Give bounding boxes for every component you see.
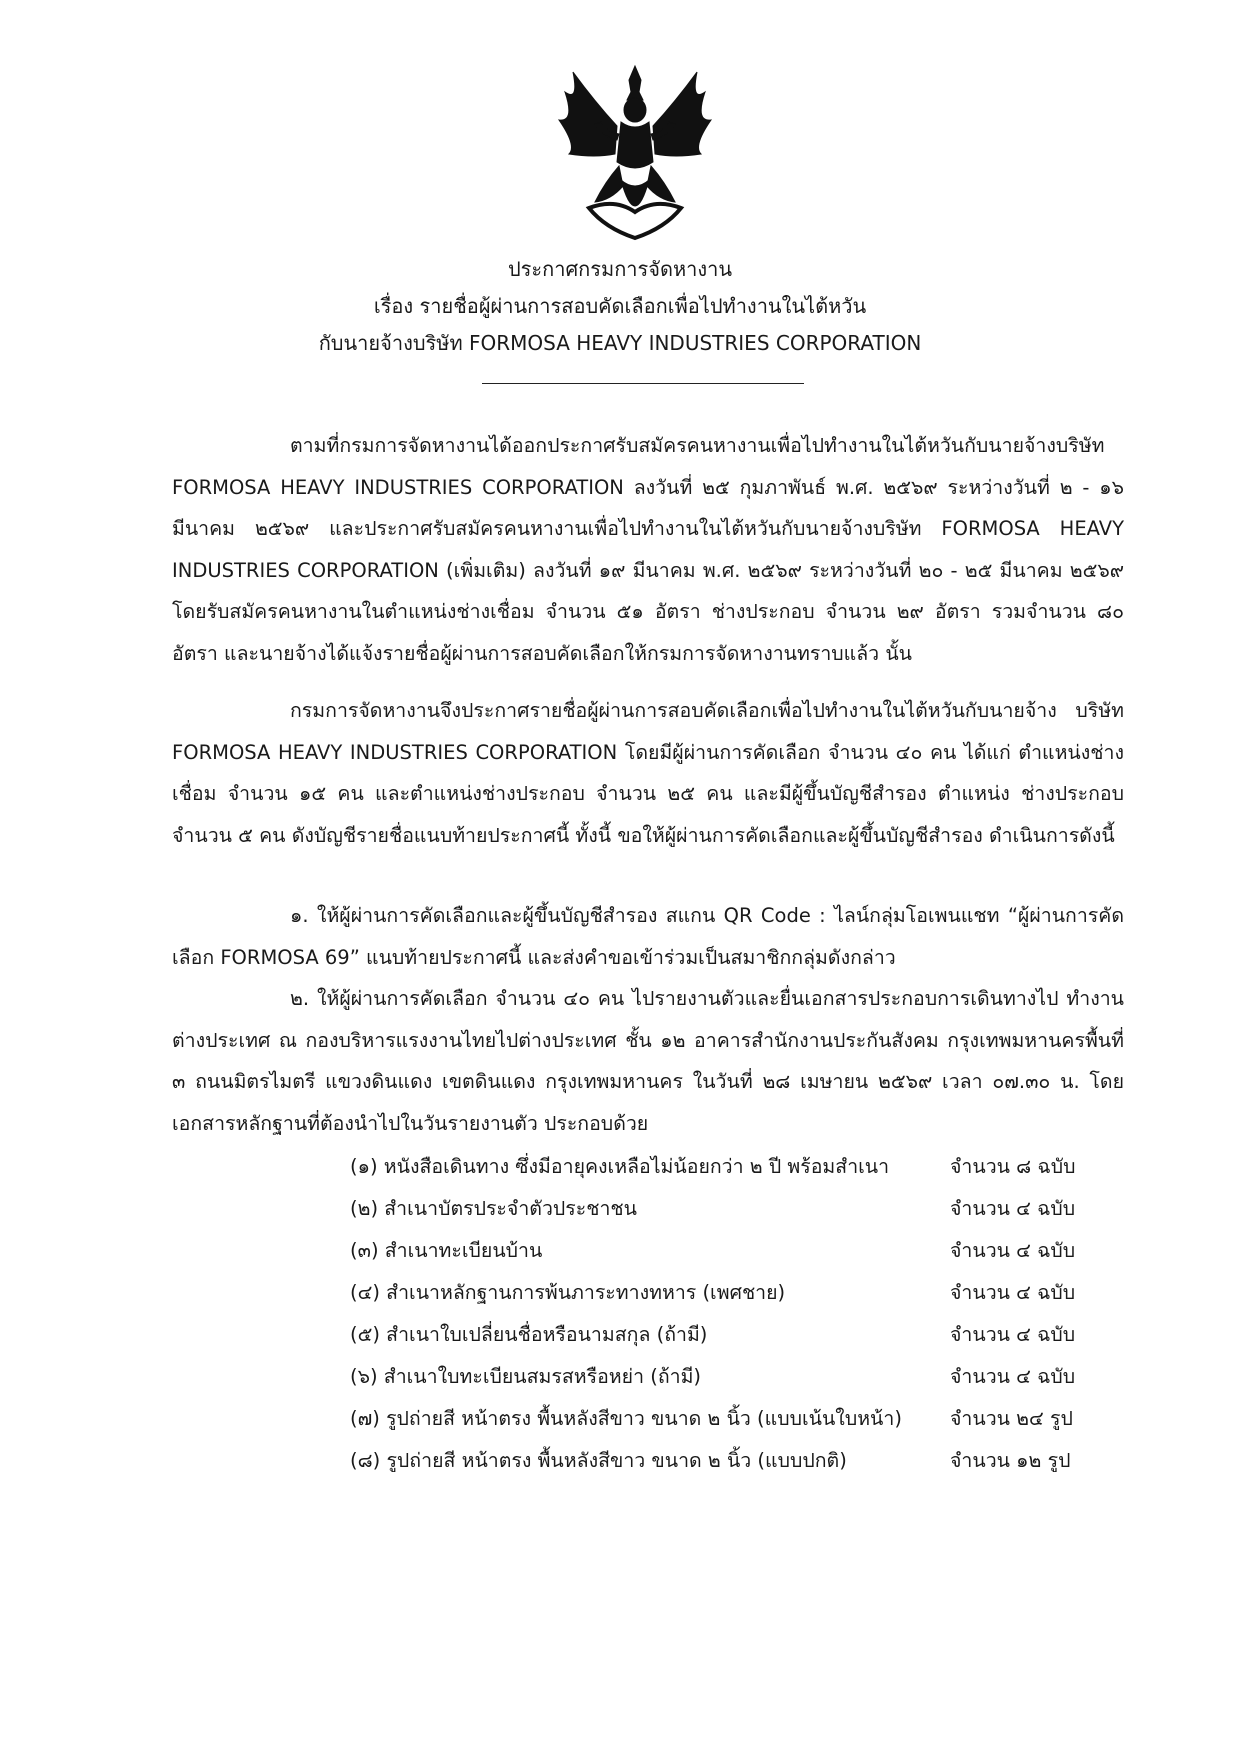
paragraph-item-1-text: ๑. ให้ผู้ผ่านการคัดเลือกและผู้ขึ้นบัญชีสำรอง สแกน QR Code : ไลน์กลุ่มโอเพนแชท “ผู้ผ่านการคัดเลือก FORMOSA 69” แนบท้ายประกาศนี้ และส่งคำขอเข้าร่วมเป็นสมาชิกกลุ่มดังกล่าว bbox=[172, 904, 1124, 969]
paragraph-announcement bbox=[172, 690, 1124, 856]
list-item bbox=[350, 1314, 1090, 1356]
document-quantity: จำนวน ๔ ฉบับ bbox=[950, 1281, 1076, 1304]
required-documents-list bbox=[350, 1146, 1090, 1482]
document-quantity: จำนวน ๑๒ รูป bbox=[950, 1449, 1071, 1472]
announcement-subject-employer: กับนายจ้างบริษัท FORMOSA HEAVY INDUSTRIES CORPORATION bbox=[318, 331, 922, 355]
list-item bbox=[350, 1230, 1090, 1272]
announcement-title: ประกาศกรมการจัดหางาน bbox=[507, 257, 733, 281]
header-divider bbox=[482, 383, 804, 384]
document-name: (๖) สำเนาใบทะเบียนสมรสหรือหย่า (ถ้ามี) bbox=[350, 1365, 702, 1388]
list-item bbox=[350, 1272, 1090, 1314]
document-name: (๓) สำเนาทะเบียนบ้าน bbox=[350, 1239, 543, 1262]
paragraph-background-text: ตามที่กรมการจัดหางานได้ออกประกาศรับสมัครคนหางานเพื่อไปทำงานในไต้หวันกับนายจ้างบริษัท FORMOSA HEAVY INDUSTRIES CORPORATION ลงวันที่ ๒๕ กุมภาพันธ์ พ.ศ. ๒๕๖๙ ระหว่างวันที่ ๒ - ๑๖ มีนาคม ๒๕๖๙ และประกาศรับสมัครคนหางานเพื่อไปทำงานในไต้หวันกับนายจ้างบริษัท FORMOSA HEAVY INDUSTRIES CORPORATION (เพิ่มเติม) ลงวันที่ ๑๙ มีนาคม พ.ศ. ๒๕๖๙ ระหว่างวันที่ ๒๐ - ๒๕ มีนาคม ๒๕๖๙ โดยรับสมัครคนหางานในตำแหน่งช่างเชื่อม จำนวน ๕๑ อัตรา ช่างประกอบ จำนวน ๒๙ อัตรา รวมจำนวน ๘๐ อัตรา และนายจ้างได้แจ้งรายชื่อผู้ผ่านการสอบคัดเลือกให้กรมการจัดหางานทราบแล้ว นั้น bbox=[172, 434, 1124, 665]
document-quantity: จำนวน ๔ ฉบับ bbox=[950, 1239, 1076, 1262]
document-quantity: จำนวน ๒๔ รูป bbox=[950, 1407, 1073, 1430]
paragraph-announcement-text: กรมการจัดหางานจึงประกาศรายชื่อผู้ผ่านการสอบคัดเลือกเพื่อไปทำงานในไต้หวันกับนายจ้าง บริษัท FORMOSA HEAVY INDUSTRIES CORPORATION โดยมีผู้ผ่านการคัดเลือก จำนวน ๔๐ คน ได้แก่ ตำแหน่งช่างเชื่อม จำนวน ๑๕ คน และตำแหน่งช่างประกอบ จำนวน ๒๕ คน และมีผู้ขึ้นบัญชีสำรอง ตำแหน่ง ช่างประกอบ จำนวน ๕ คน ดังบัญชีรายชื่อแนบท้ายประกาศนี้ ทั้งนี้ ขอให้ผู้ผ่านการคัดเลือกและผู้ขึ้นบัญชีสำรอง ดำเนินการดังนี้ bbox=[172, 699, 1124, 847]
list-item bbox=[350, 1440, 1090, 1482]
document-quantity: จำนวน ๔ ฉบับ bbox=[950, 1323, 1076, 1346]
document-name: (๕) สำเนาใบเปลี่ยนชื่อหรือนามสกุล (ถ้ามี) bbox=[350, 1323, 708, 1346]
list-item bbox=[350, 1398, 1090, 1440]
document-quantity: จำนวน ๔ ฉบับ bbox=[950, 1197, 1076, 1220]
document-quantity: จำนวน ๔ ฉบับ bbox=[950, 1365, 1076, 1388]
document-name: (๑) หนังสือเดินทาง ซึ่งมีอายุคงเหลือไม่น้อยกว่า ๒ ปี พร้อมสำเนา bbox=[350, 1155, 890, 1178]
list-item bbox=[350, 1188, 1090, 1230]
document-name: (๘) รูปถ่ายสี หน้าตรง พื้นหลังสีขาว ขนาด ๒ นิ้ว (แบบปกติ) bbox=[350, 1449, 847, 1472]
paragraph-background bbox=[172, 425, 1124, 674]
list-item bbox=[350, 1146, 1090, 1188]
document-quantity: จำนวน ๘ ฉบับ bbox=[950, 1155, 1076, 1178]
document-name: (๔) สำเนาหลักฐานการพ้นภาระทางทหาร (เพศชาย) bbox=[350, 1281, 786, 1304]
announcement-subject: เรื่อง รายชื่อผู้ผ่านการสอบคัดเลือกเพื่อไปทำงานในไต้หวัน bbox=[373, 294, 867, 318]
list-item bbox=[350, 1356, 1090, 1398]
document-name: (๗) รูปถ่ายสี หน้าตรง พื้นหลังสีขาว ขนาด ๒ นิ้ว (แบบเน้นใบหน้า) bbox=[350, 1407, 902, 1430]
paragraph-item-1 bbox=[172, 895, 1124, 978]
garuda-emblem-icon bbox=[555, 62, 715, 242]
paragraph-item-2 bbox=[172, 978, 1124, 1144]
document-name: (๒) สำเนาบัตรประจำตัวประชาชน bbox=[350, 1197, 637, 1220]
paragraph-item-2-text: ๒. ให้ผู้ผ่านการคัดเลือก จำนวน ๔๐ คน ไปรายงานตัวและยื่นเอกสารประกอบการเดินทางไป ทำงานต่างประเทศ ณ กองบริหารแรงงานไทยไปต่างประเทศ ชั้น ๑๒ อาคารสำนักงานประกันสังคม กรุงเทพมหานครพื้นที่ ๓ ถนนมิตรไมตรี แขวงดินแดง เขตดินแดง กรุงเทพมหานคร ในวันที่ ๒๘ เมษายน ๒๕๖๙ เวลา ๐๗.๓๐ น. โดยเอกสารหลักฐานที่ต้องนำไปในวันรายงานตัว ประกอบด้วย bbox=[172, 987, 1124, 1135]
